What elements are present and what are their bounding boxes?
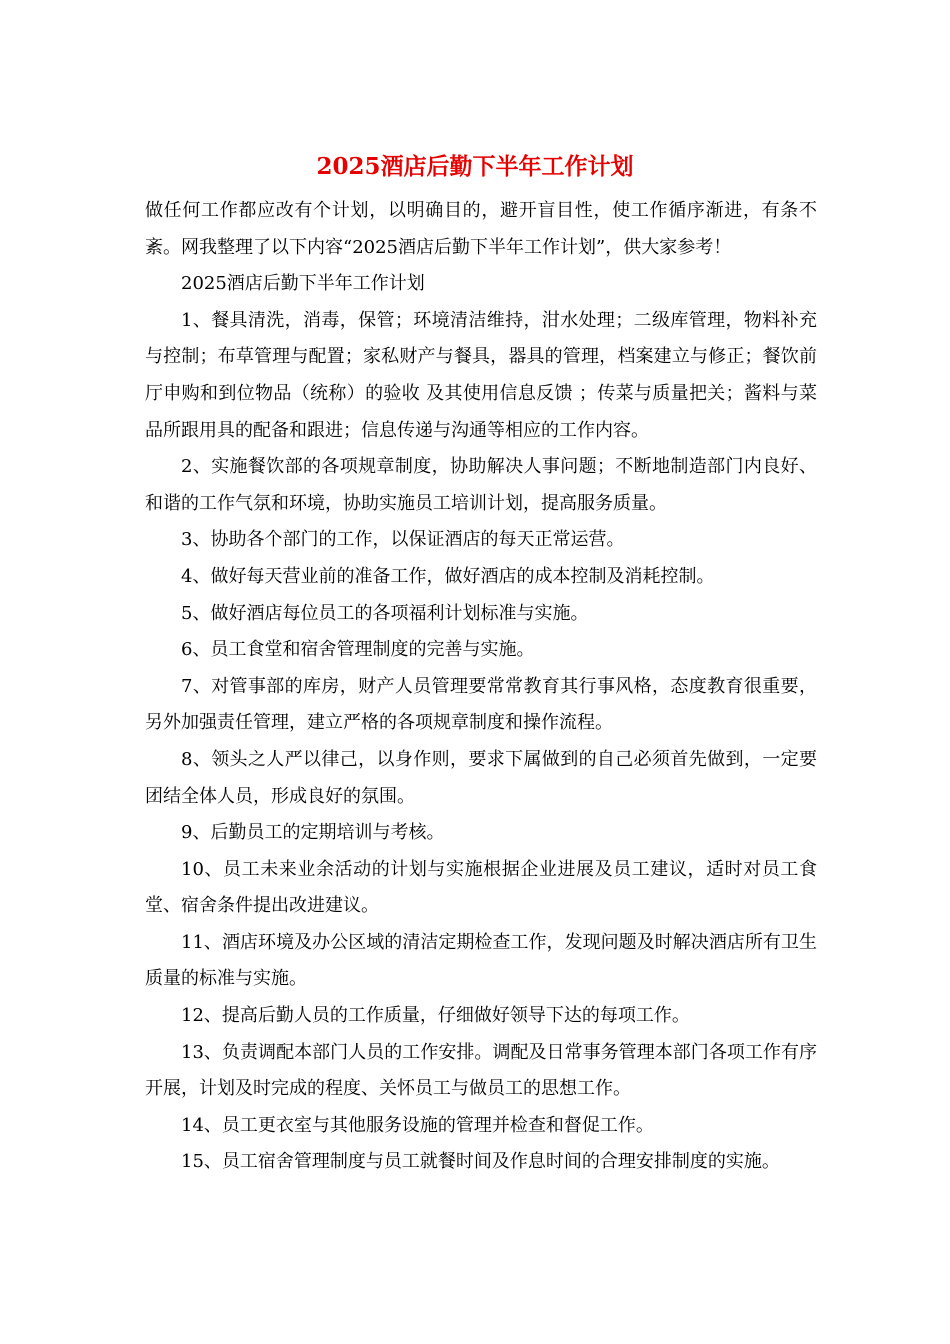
list-item: 7、对管事部的库房，财产人员管理要常常教育其行事风格，态度教育很重要，另外加强责任管理，建立严格的各项规章制度和操作流程。: [145, 675, 817, 734]
list-item: 4、做好每天营业前的准备工作，做好酒店的成本控制及消耗控制。: [181, 565, 715, 587]
document-title: 2025酒店后勤下半年工作计划: [316, 153, 634, 180]
list-item: 15、员工宿舍管理制度与员工就餐时间及作息时间的合理安排制度的实施。: [181, 1151, 780, 1173]
subtitle-paragraph: 2025酒店后勤下半年工作计划: [181, 273, 425, 295]
list-item: 12、提高后勤人员的工作质量，仔细做好领导下达的每项工作。: [181, 1005, 690, 1027]
list-item: 8、领头之人严以律己，以身作则，要求下属做到的自己必须首先做到，一定要团结全体人员，形成良好的氛围。: [145, 748, 817, 807]
list-item: 14、员工更衣室与其他服务设施的管理并检查和督促工作。: [181, 1114, 654, 1136]
list-item: 3、协助各个部门的工作，以保证酒店的每天正常运营。: [181, 529, 625, 551]
list-item: 6、员工食堂和宿舍管理制度的完善与实施。: [181, 639, 535, 661]
list-item: 5、做好酒店每位员工的各项福利计划标准与实施。: [181, 602, 589, 624]
list-item: 2、实施餐饮部的各项规章制度，协助解决人事问题；不断地制造部门内良好、和谐的工作气氛和环境，协助实施员工培训计划，提高服务质量。: [145, 456, 817, 514]
document-body: [145, 193, 817, 1181]
intro-paragraph: 做任何工作都应改有个计划，以明确目的，避开盲目性，使工作循序渐进，有条不紊。网我整理了以下内容“2025酒店后勤下半年工作计划”，供大家参考！: [145, 200, 817, 258]
list-item: 13、负责调配本部门人员的工作安排。调配及日常事务管理本部门各项工作有序开展，计划及时完成的程度、关怀员工与做员工的思想工作。: [145, 1041, 817, 1100]
list-item: 9、后勤员工的定期培训与考核。: [181, 822, 445, 844]
list-item: 10、员工未来业余活动的计划与实施根据企业进展及员工建议，适时对员工食堂、宿舍条件提出改进建议。: [145, 858, 817, 917]
list-item: 11、酒店环境及办公区域的清洁定期检查工作，发现问题及时解决酒店所有卫生质量的标准与实施。: [145, 931, 817, 990]
list-item: 1、餐具清洗，消毒，保管；环境清洁维持，泔水处理；二级库管理，物料补充与控制；布草管理与配置；家私财产与餐具，器具的管理，档案建立与修正；餐饮前厅申购和到位物品（统称）的验收 及其使用信息反馈 ；传菜与质量把关；酱料与菜品所跟用具的配备和跟进；信息传递与沟通等相应的工作内容。: [145, 309, 817, 441]
